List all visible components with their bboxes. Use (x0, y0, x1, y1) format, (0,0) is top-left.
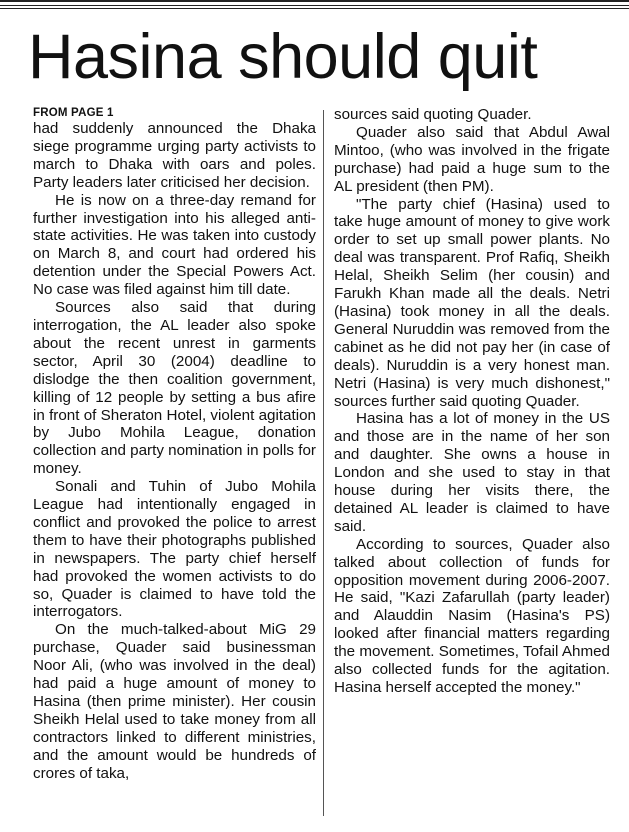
paragraph: Sonali and Tuhin of Jubo Mohila League had intentionally engaged in conflict and provoked the police to arrest them to have their photographs published in newspapers. The party chief herself had provoked the women activists to do so, Quader is claimed to have told the interrogators. (33, 478, 316, 621)
left-column (33, 106, 316, 824)
paragraph: On the much-talked-about MiG 29 purchase, Quader said businessman Noor Ali, (who was involved in the deal) had paid a huge amount of money to Hasina (then prime minister). Her cousin Sheikh Helal used to take money from all contractors linked to different ministries, and the amount would be hundreds of crores of taka, (33, 621, 316, 782)
top-rule (0, 0, 629, 6)
kicker: FROM PAGE 1 (33, 107, 114, 119)
paragraph: Sources also said that during interrogation, the AL leader also spoke about the recent unrest in garments sector, April 30 (2004) deadline to dislodge the then coalition government, killing of 12 people by setting a bus afire in front of Sheraton Hotel, violent agitation by Jubo Mohila League, donation collection and party nomination in polls for money. (33, 299, 316, 478)
paragraph: Hasina has a lot of money in the US and those are in the name of her son and daughter. She owns a house in London and she used to stay in that house during her visits there, the detained AL leader is claimed to have said. (334, 410, 610, 535)
paragraph: He is now on a three-day remand for further investigation into his alleged anti-state activities. He was taken into custody on March 8, and court had ordered his detention under the Special Powers Act. No case was filed against him till date. (33, 191, 316, 299)
right-column (334, 106, 610, 824)
top-rule-inner (0, 8, 629, 9)
paragraph: had suddenly announced the Dhaka siege programme urging party activists to march to Dhaka with oars and poles. Party leaders later criticised her decision. (33, 120, 316, 191)
paragraph: Quader also said that Abdul Awal Mintoo, (who was involved in the frigate purchase) had paid a huge sum to the AL president (then PM). (334, 123, 610, 195)
paragraph: sources said quoting Quader. (334, 106, 532, 123)
paragraph: According to sources, Quader also talked about collection of funds for opposition movement during 2006-2007. He said, "Kazi Zafarullah (party leader) and Alauddin Nasim (Hasina's PS) looked after financial matters regarding the movement. Sometimes, Tofail Ahmed also collected funds for the agitation. Hasina herself accepted the money." (334, 535, 610, 696)
column-divider (323, 110, 324, 816)
headline: Hasina should quit (28, 22, 538, 92)
paragraph: "The party chief (Hasina) used to take huge amount of money to give work order to set up small power plants. No deal was transparent. Prof Rafiq, Sheikh Helal, Sheikh Selim (her cousin) and Farukh Khan made all the deals. Netri (Hasina) took money in all the deals. General Nuruddin was removed from the cabinet as he did not pay her (in case of deals). Nuruddin is a very honest man. Netri (Hasina) is very much dishonest," sources further said quoting Quader. (334, 195, 610, 410)
